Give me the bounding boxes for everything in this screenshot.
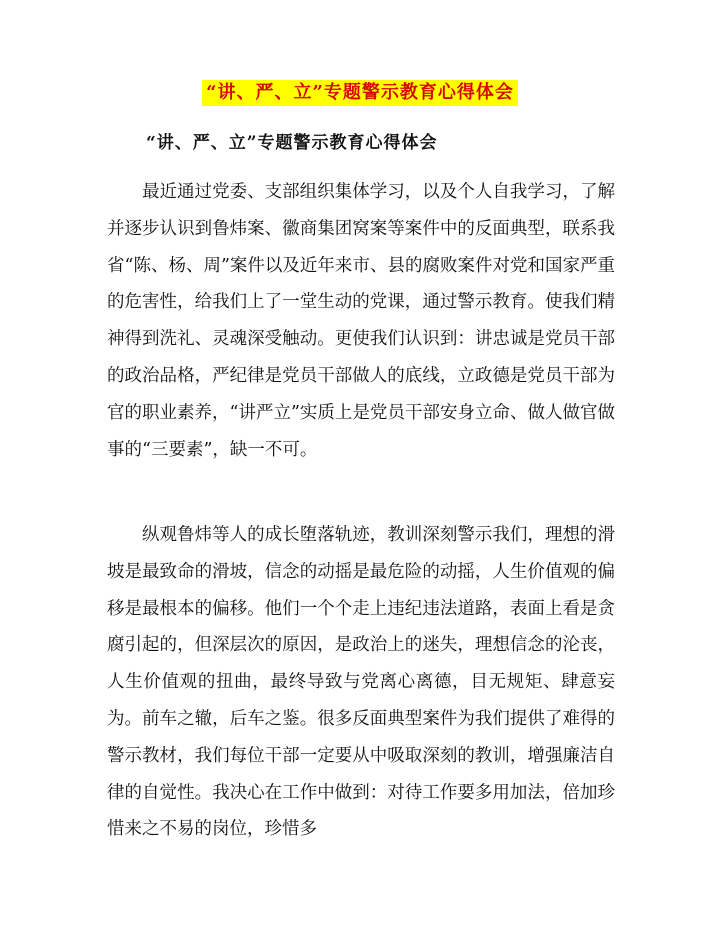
body-paragraph-2-wrap	[107, 517, 615, 848]
body-paragraph-1-wrap	[107, 174, 615, 468]
document-subtitle: “讲、严、立”专题警示教育心得体会	[146, 133, 438, 153]
banner-title: “讲、严、立”专题警示教育心得体会	[202, 80, 518, 106]
body-paragraph: 纵观鲁炜等人的成长堕落轨迹，教训深刻警示我们，理想的滑坡是最致命的滑坡，信念的动摇是最危险的动摇，人生价值观的偏移是最根本的偏移。他们一个个走上违纪违法道路，表面上看是贪腐引起的，但深层次的原因，是政治上的迷失，理想信念的沦丧，人生价值观的扭曲，最终导致与党离心离德，目无规矩、肆意妄为。前车之辙，后车之鉴。很多反面典型案件为我们提供了难得的警示教材，我们每位干部一定要从中吸取深刻的教训，增强廉洁自律的自觉性。我决心在工作中做到：对待工作要多用加法，倍加珍惜来之不易的岗位，珍惜多	[107, 525, 615, 840]
body-paragraph: 最近通过党委、支部组织集体学习，以及个人自我学习，了解并逐步认识到鲁炜案、徽商集团窝案等案件中的反面典型，联系我省“陈、杨、周”案件以及近年来市、县的腐败案件对党和国家严重的危害性，给我们上了一堂生动的党课，通过警示教育。使我们精神得到洗礼、灵魂深受触动。更使我们认识到：讲忠诚是党员干部的政治品格，严纪律是党员干部做人的底线，立政德是党员干部为官的职业素养，“讲严立”实质上是党员干部安身立命、做人做官做事的“三要素”，缺一不可。	[107, 182, 615, 460]
banner-title-wrap	[0, 80, 720, 106]
